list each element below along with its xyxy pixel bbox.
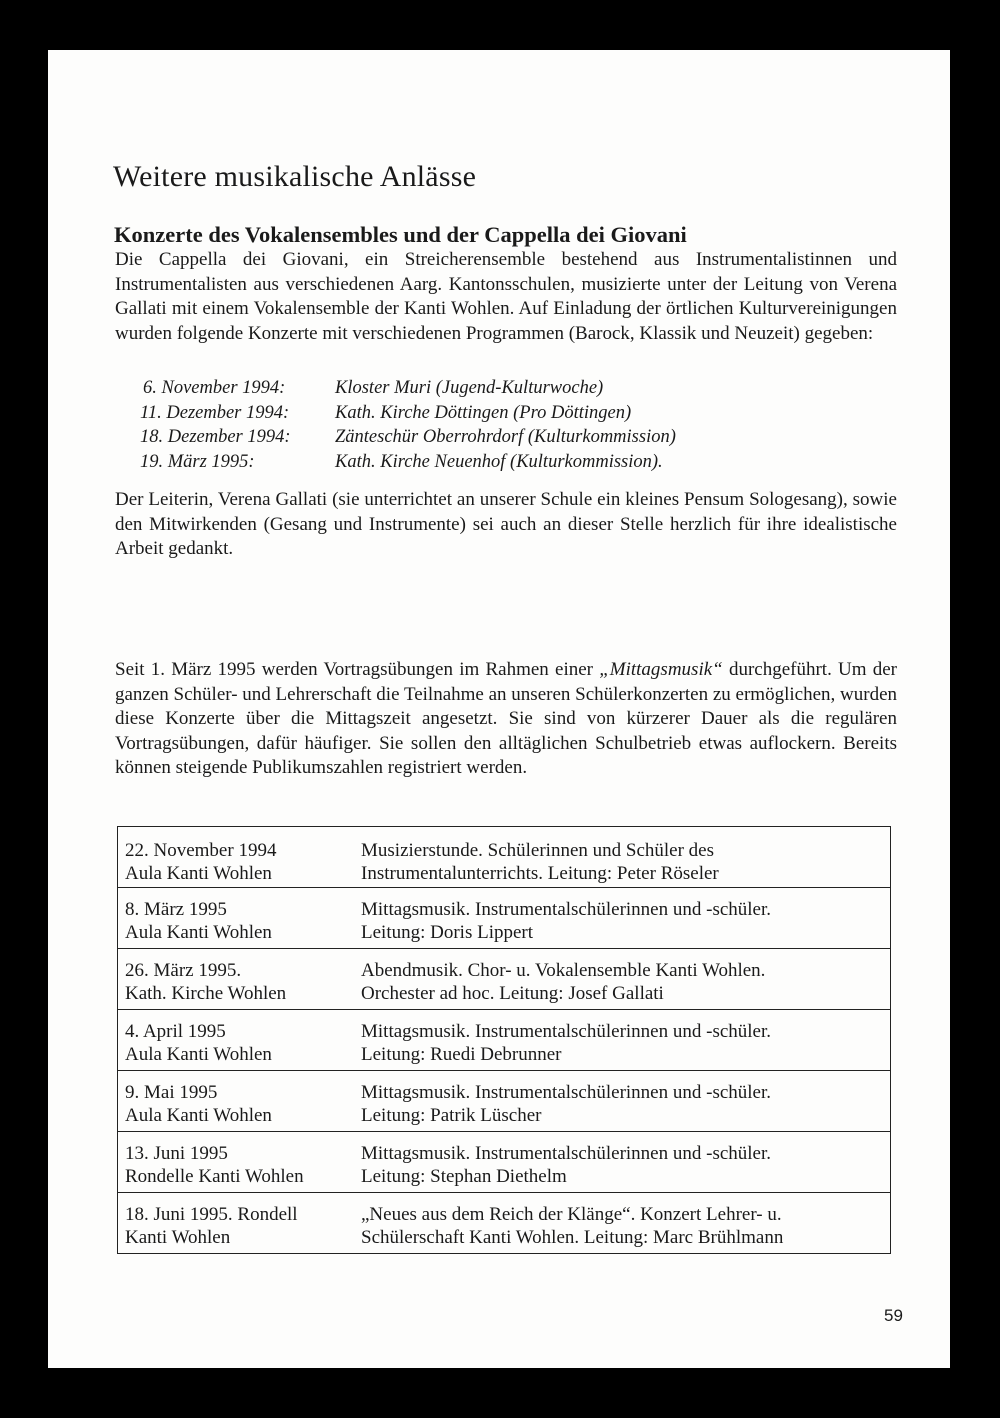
event-desc-line: Abendmusik. Chor- u. Vokalensemble Kanti Wohlen. xyxy=(361,960,766,981)
event-location: Aula Kanti Wohlen xyxy=(125,922,272,943)
event-date: 18. Juni 1995. Rondell xyxy=(125,1204,298,1225)
page-number: 59 xyxy=(884,1306,903,1325)
thanks-paragraph: Der Leiterin, Verena Gallati (sie unterrichtet an unserer Schule ein kleines Pensum Sologesang), sowie den Mitwirkenden (Gesang und Instrumente) sei auch an dieser Stelle herzlich für ihre idealistische Arbeit gedankt. xyxy=(115,489,897,559)
event-date: 13. Juni 1995 xyxy=(125,1143,228,1164)
concert-item xyxy=(115,450,676,475)
event-desc-line: Musizierstunde. Schülerinnen und Schüler des xyxy=(361,840,715,861)
event-desc-line: Mittagsmusik. Instrumentalschülerinnen und -schüler. xyxy=(361,1082,772,1103)
event-location: Kanti Wohlen xyxy=(125,1227,231,1248)
concert-item xyxy=(115,425,676,450)
document-page xyxy=(48,50,950,1368)
event-date: 22. November 1994 xyxy=(125,840,277,861)
table-row xyxy=(118,948,890,1009)
emphasis-text: „Mittagsmusik“ xyxy=(599,659,723,680)
event-description xyxy=(361,898,890,948)
event-description xyxy=(361,959,890,1009)
concert-place: Kloster Muri (Jugend-Kulturwoche) xyxy=(335,378,604,398)
table-row xyxy=(118,1009,890,1070)
event-when-where xyxy=(118,839,361,887)
event-when-where xyxy=(118,1203,361,1253)
event-description xyxy=(361,1142,890,1192)
page-heading: Weitere musikalische Anlässe xyxy=(113,160,477,193)
table-row xyxy=(118,1192,890,1253)
concert-date: 18. Dezember 1994: xyxy=(140,427,291,447)
concert-date: 11. Dezember 1994: xyxy=(140,402,290,423)
event-date: 8. März 1995 xyxy=(125,899,227,920)
concert-list xyxy=(115,376,676,474)
table-row xyxy=(118,827,890,887)
event-description xyxy=(361,1081,890,1131)
event-location: Aula Kanti Wohlen xyxy=(125,863,272,884)
paragraph-text: Seit 1. März 1995 werden Vortragsübungen im Rahmen einer xyxy=(115,659,600,680)
event-location: Aula Kanti Wohlen xyxy=(125,1105,272,1126)
concert-place: Zänteschür Oberrohrdorf (Kulturkommission) xyxy=(335,427,676,447)
event-desc-line: „Neues aus dem Reich der Klänge“. Konzert Lehrer- u. xyxy=(361,1204,782,1225)
event-desc-line: Instrumentalunterrichts. Leitung: Peter Röseler xyxy=(361,863,719,884)
concert-date: 6. November 1994: xyxy=(143,378,286,398)
table-row xyxy=(118,1131,890,1192)
paragraph-text: durchgeführt. Um der ganzen Schüler- und Lehrerschaft die Teilnahme an unseren Schülerkonzerten zu ermöglichen, wurden diese Konzerte über die Mittagszeit angesetzt. Sie sind von kürzerer Dauer als die regulären Vortragsübungen, dafür häufiger. Sie sollen den alltäglichen Schulbetrieb etwas auflockern. Bereits können steigende Publikumszahlen registriert werden. xyxy=(115,659,898,778)
event-description xyxy=(361,839,890,887)
events-table xyxy=(117,826,891,1254)
event-when-where xyxy=(118,959,361,1009)
event-when-where xyxy=(118,1020,361,1070)
concert-place: Kath. Kirche Döttingen (Pro Döttingen) xyxy=(335,402,632,423)
event-desc-line: Leitung: Patrik Lüscher xyxy=(361,1105,542,1126)
concert-date: 19. März 1995: xyxy=(140,451,255,472)
intro-paragraph: Die Cappella dei Giovani, ein Streicherensemble bestehend aus Instrumentalistinnen und Instrumentalisten aus verschiedenen Aarg. Kantonsschulen, musizierte unter der Leitung von Verena Gallati mit einem Vokalensemble der Kanti Wohlen. Auf Einladung der örtlichen Kulturvereinigungen wurden folgende Konzerte mit verschiedenen Programmen (Barock, Klassik und Neuzeit) gegeben: xyxy=(115,249,897,344)
concert-item xyxy=(115,401,676,426)
event-desc-line: Leitung: Stephan Diethelm xyxy=(361,1166,567,1187)
event-when-where xyxy=(118,1081,361,1131)
table-row xyxy=(118,1070,890,1131)
event-desc-line: Orchester ad hoc. Leitung: Josef Gallati xyxy=(361,983,664,1004)
event-desc-line: Mittagsmusik. Instrumentalschülerinnen und -schüler. xyxy=(361,1143,772,1164)
event-description xyxy=(361,1020,890,1070)
event-when-where xyxy=(118,1142,361,1192)
event-desc-line: Schülerschaft Kanti Wohlen. Leitung: Marc Brühlmann xyxy=(361,1227,784,1248)
event-description xyxy=(361,1203,890,1253)
event-date: 9. Mai 1995 xyxy=(125,1082,218,1103)
event-date: 26. März 1995. xyxy=(125,960,242,981)
table-row xyxy=(118,887,890,948)
event-when-where xyxy=(118,898,361,948)
event-desc-line: Mittagsmusik. Instrumentalschülerinnen und -schüler. xyxy=(361,899,772,920)
mittagsmusik-paragraph xyxy=(115,658,897,781)
concert-item xyxy=(115,376,676,401)
concert-place: Kath. Kirche Neuenhof (Kulturkommission). xyxy=(335,451,663,472)
event-location: Kath. Kirche Wohlen xyxy=(125,983,287,1004)
event-desc-line: Leitung: Ruedi Debrunner xyxy=(361,1044,562,1065)
section-subheading: Konzerte des Vokalensembles und der Cappella dei Giovani xyxy=(114,222,687,247)
event-location: Rondelle Kanti Wohlen xyxy=(125,1166,304,1187)
event-desc-line: Leitung: Doris Lippert xyxy=(361,922,534,943)
event-desc-line: Mittagsmusik. Instrumentalschülerinnen und -schüler. xyxy=(361,1021,772,1042)
event-date: 4. April 1995 xyxy=(125,1021,226,1042)
event-location: Aula Kanti Wohlen xyxy=(125,1044,272,1065)
